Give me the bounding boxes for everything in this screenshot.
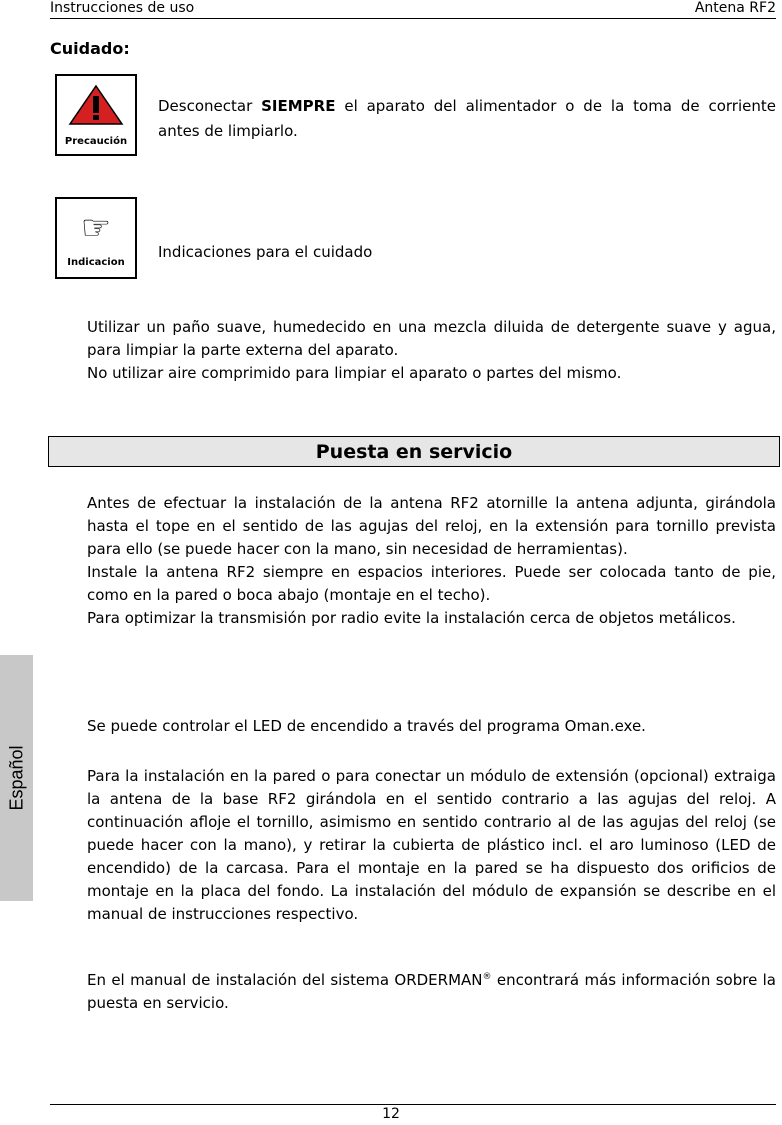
setup-line: Para optimizar la transmisión por radio evite la instalación cerca de objetos metálicos. <box>87 609 736 627</box>
registered-mark: ® <box>482 972 492 982</box>
warning-sign <box>55 74 137 156</box>
header-document-title: Instrucciones de uso <box>50 0 195 16</box>
language-side-tab <box>0 655 33 901</box>
setup-line: Antes de efectuar la instalación de la antena RF2 atornille la antena adjunta, girándola hasta el tope en el sentido de las agujas del reloj, en la extensión para tornillo prevista para ello (se puede hacer con la mano, sin necesidad de herramientas). <box>87 494 776 558</box>
care-instruction-line: No utilizar aire comprimido para limpiar el aparato o partes del mismo. <box>87 364 622 382</box>
setup-manual-reference-paragraph: En el manual de instalación del sistema ORDERMAN® encontrará más información sobre la puesta en servicio. <box>87 971 776 1012</box>
setup-led-paragraph: Se puede controlar el LED de encendido a través del programa Oman.exe. <box>87 717 646 735</box>
pointing-hand-icon: ☞ <box>80 208 112 248</box>
footer-divider <box>50 1104 776 1105</box>
warning-triangle-icon <box>68 84 124 126</box>
hint-text: Indicaciones para el cuidado <box>158 243 373 261</box>
care-instruction-line: Utilizar un paño suave, humedecido en una mezcla diluida de detergente suave y agua, para limpiar la parte externa del aparato. <box>87 318 776 359</box>
header-product-name: Antena RF2 <box>694 0 776 16</box>
language-label: Español <box>6 745 26 811</box>
hint-sign <box>55 197 137 279</box>
setup-installation-paragraph <box>87 492 776 630</box>
warning-label: Precaución <box>64 136 128 147</box>
page-header <box>50 0 776 19</box>
care-heading: Cuidado: <box>50 39 130 58</box>
setup-heading-banner: Puesta en servicio <box>48 436 780 467</box>
care-instructions <box>87 316 776 385</box>
warning-emphasis: SIEMPRE <box>261 97 336 115</box>
hint-label: Indicacion <box>67 257 125 268</box>
setup-line: Instale la antena RF2 siempre en espacios interiores. Puede ser colocada tanto de pie, como en la pared o boca abajo (montaje en el techo). <box>87 563 776 604</box>
warning-text: Desconectar SIEMPRE el aparato del alimentador o de la toma de corriente antes de limpiarlo. <box>158 97 776 140</box>
setup-wall-mount-paragraph: Para la instalación en la pared o para conectar un módulo de extensión (opcional) extraiga la antena de la base RF2 girándola en el sentido contrario a las agujas del reloj. A continuación afloje el tornillo, asimismo en sentido contrario al de las agujas del reloj (se puede hacer con la mano), y retirar la cubierta de plástico incl. el aro luminoso (LED de encendido) de la carcasa. Para el montaje en la pared se ha dispuesto dos orificios de montaje en la placa del fondo. La instalación del módulo de expansión se describe en el manual de instrucciones respectivo. <box>87 767 776 923</box>
page-number: 12 <box>382 1106 400 1122</box>
